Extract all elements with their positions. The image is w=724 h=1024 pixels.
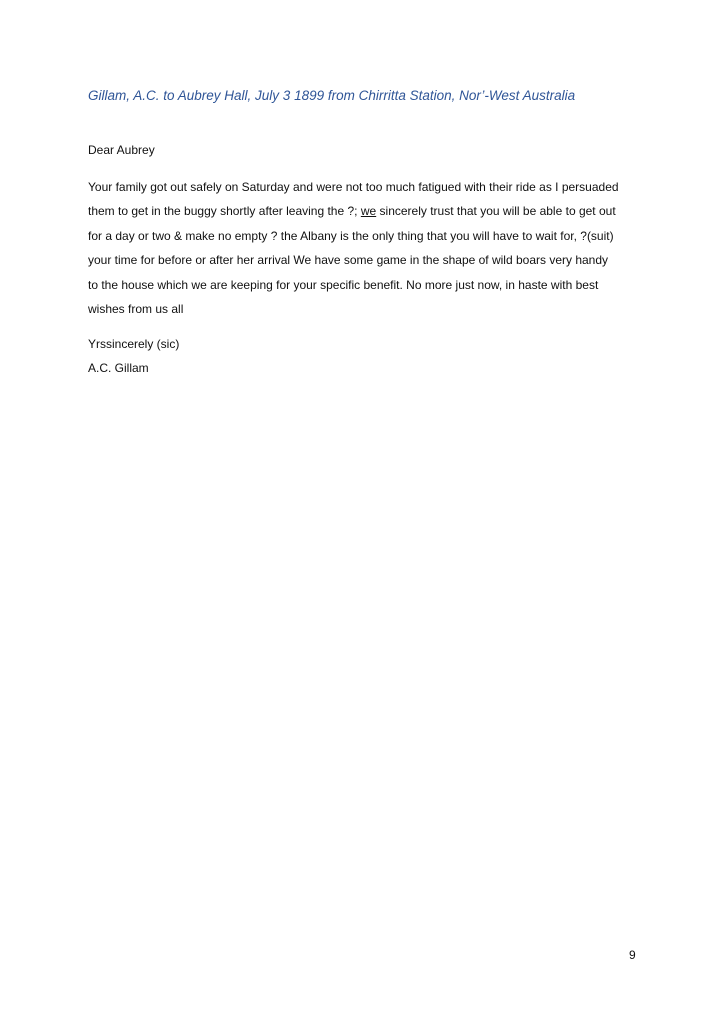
underlined-word: we xyxy=(360,204,377,219)
salutation: Dear Aubrey xyxy=(88,143,155,157)
body-line: your time for before or after her arrival We have some game in the shape of wild boars very handy xyxy=(88,253,609,268)
body-line xyxy=(88,199,648,223)
body-line-text: sincerely trust that you will be able to get out xyxy=(376,204,616,219)
letter-heading: Gillam, A.C. to Aubrey Hall, July 3 1899 from Chirritta Station, Nor’-West Australia xyxy=(88,88,576,103)
signature: A.C. Gillam xyxy=(88,361,149,375)
closing-phrase: Yrssincerely (sic) xyxy=(88,337,180,351)
body-line: Your family got out safely on Saturday and were not too much fatigued with their ride as I persuaded xyxy=(88,180,619,194)
body-line-text: them to get in the buggy shortly after leaving the ?; xyxy=(88,204,361,219)
page-number: 9 xyxy=(629,948,636,962)
body-line: to the house which we are keeping for your specific benefit. No more just now, in haste with best xyxy=(88,277,599,292)
closing-block xyxy=(88,332,179,380)
body-line: wishes from us all xyxy=(88,302,184,317)
body-line: for a day or two & make no empty ? the Albany is the only thing that you will have to wait for, ?(suit) xyxy=(88,228,614,243)
letter-body xyxy=(88,175,648,321)
